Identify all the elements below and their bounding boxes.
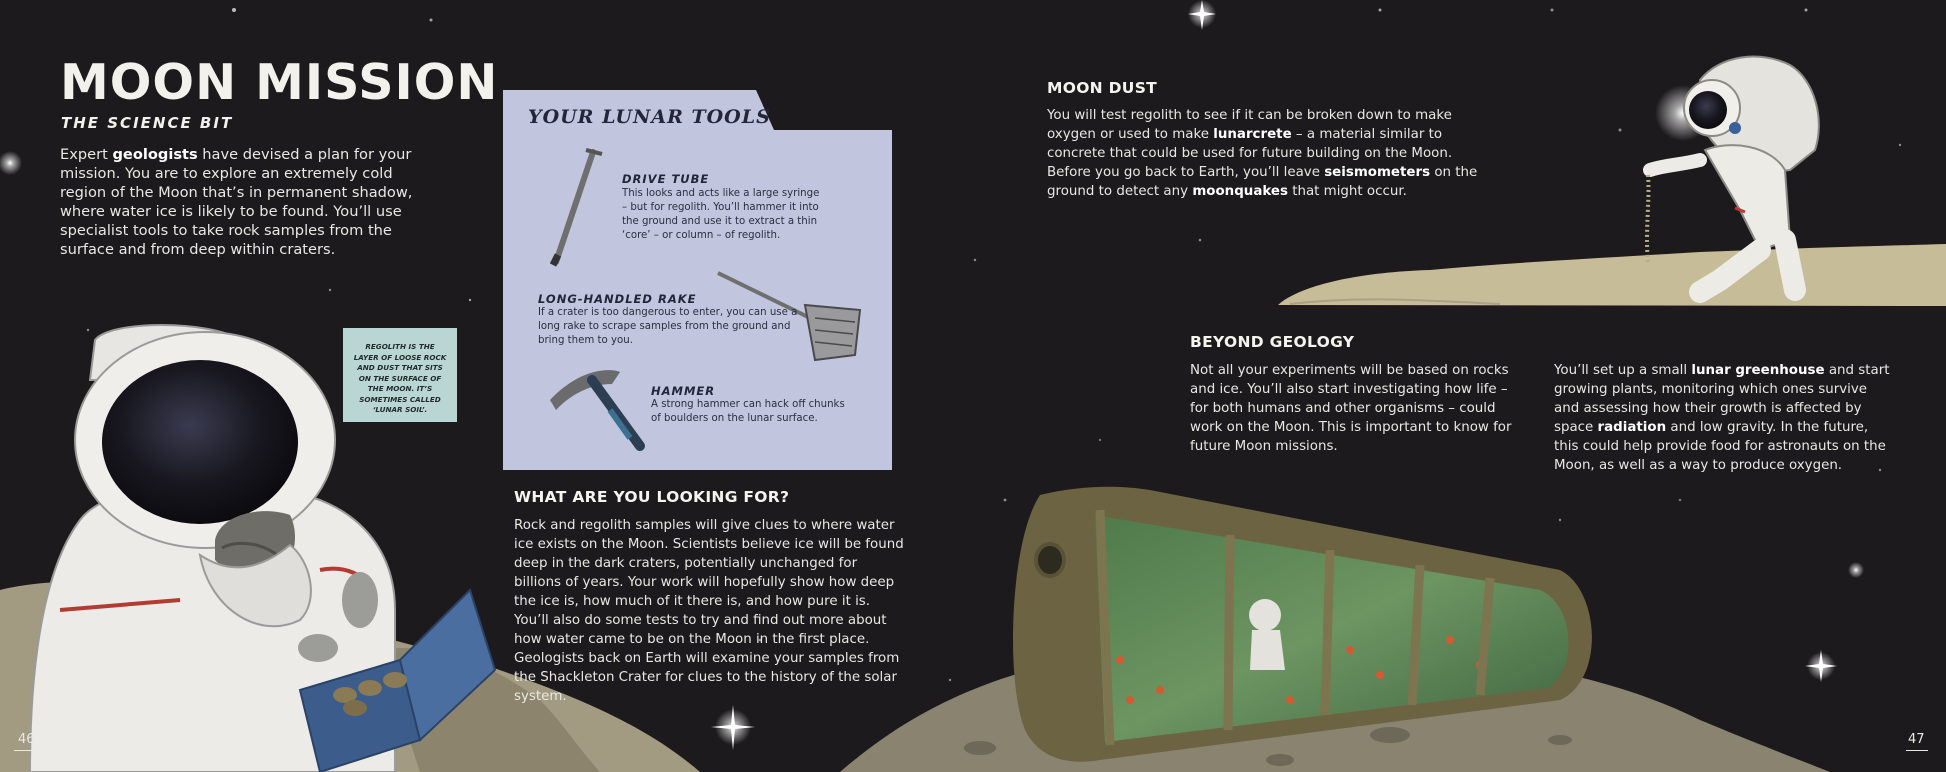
- tools-panel-title: YOUR LUNAR TOOLS: [528, 106, 771, 128]
- tool-desc-rake: If a crater is too dangerous to enter, you can use a long rake to scrape samples from the ground and bring them to you.: [538, 307, 798, 346]
- lunar-ground-right-upper: [1278, 244, 1946, 306]
- moon-dust-heading: MOON DUST: [1047, 79, 1158, 97]
- text-run: and low gravity. In the future, this could help provide food for astronauts on the Moon, as well as a way to produce oxygen.: [1554, 420, 1886, 473]
- looking-for-paragraph: Rock and regolith samples will give clues to where water ice exists on the Moon. Scientists believe ice will be found deep in the dark craters, potentially unchanged for billions of years. Your work will hopefully show how deep the ice is, how much of it there is, and how pure it is. You’ll also do some tests to try and find out more about how water came to be on the Moon in the first place. Geologists back on Earth will examine your samples from the Shackleton Crater for clues to the history of the solar system.: [514, 518, 904, 704]
- text-run: on the ground to detect any: [1047, 165, 1478, 199]
- page-number-right-rule: [1906, 750, 1928, 751]
- tool-name-drive-tube: DRIVE TUBE: [622, 172, 710, 186]
- page-subtitle: THE SCIENCE BIT: [61, 114, 234, 132]
- beyond-geology-paragraph: Not all your experiments will be based on rocks and ice. You’ll also start investigating how life – for both humans and other organisms – could work on the Moon. This is important to know for future Moon missions.: [1190, 363, 1512, 454]
- tool-name-rake: LONG-HANDLED RAKE: [538, 292, 697, 306]
- page-title: MOON MISSION: [60, 54, 499, 111]
- intro-paragraph: [60, 145, 420, 259]
- text-run: You’ll set up a small: [1554, 363, 1692, 378]
- text-run: – a material similar to concrete that could be used for future building on the Moon. Before you go back to Earth, you’ll leave: [1047, 127, 1453, 180]
- bold-term: moonquakes: [1192, 184, 1288, 199]
- regolith-note: REGOLITH IS THE LAYER OF LOOSE ROCK AND DUST THAT SITS ON THE SURFACE OF THE MOON. IT’S SOMETIMES CALLED ‘LUNAR SOIL’.: [343, 328, 457, 422]
- tool-desc-drive-tube: This looks and acts like a large syringe – but for regolith. You’ll hammer it into the ground and use it to extract a thin ‘core’ – or column – of regolith.: [622, 188, 820, 241]
- bold-term: lunar greenhouse: [1691, 363, 1825, 378]
- text-run: and start growing plants, monitoring which ones survive and assessing how their growth is affected by space: [1554, 363, 1890, 435]
- bold-term: seismometers: [1324, 165, 1431, 180]
- tool-name-hammer: HAMMER: [651, 384, 716, 398]
- text-run: You will test regolith to see if it can be broken down to make oxygen or used to make: [1047, 108, 1452, 142]
- bold-term: radiation: [1597, 420, 1667, 435]
- bold-term: lunarcrete: [1213, 127, 1292, 142]
- text-run: have devised a plan for your mission. You are to explore an extremely cold region of the Moon that’s in permanent shadow, where water ice is likely to be found. You’ll use specialist tools to take rock samples from the surface and from deep within craters.: [60, 146, 413, 258]
- text-run: that might occur.: [1287, 184, 1407, 199]
- tool-desc-hammer: A strong hammer can hack off chunks of boulders on the lunar surface.: [651, 399, 845, 424]
- bold-term: geologists: [112, 146, 198, 163]
- greenhouse-paragraph: [1554, 361, 1894, 475]
- page-number-right: 47: [1908, 732, 1925, 747]
- page-number-left: 46: [18, 732, 35, 747]
- beyond-geology-heading: BEYOND GEOLOGY: [1190, 333, 1355, 351]
- moon-dust-paragraph: [1047, 106, 1487, 201]
- text-run: Expert: [60, 146, 113, 163]
- page-number-left-rule: [14, 750, 36, 751]
- looking-for-heading: WHAT ARE YOU LOOKING FOR?: [514, 488, 790, 506]
